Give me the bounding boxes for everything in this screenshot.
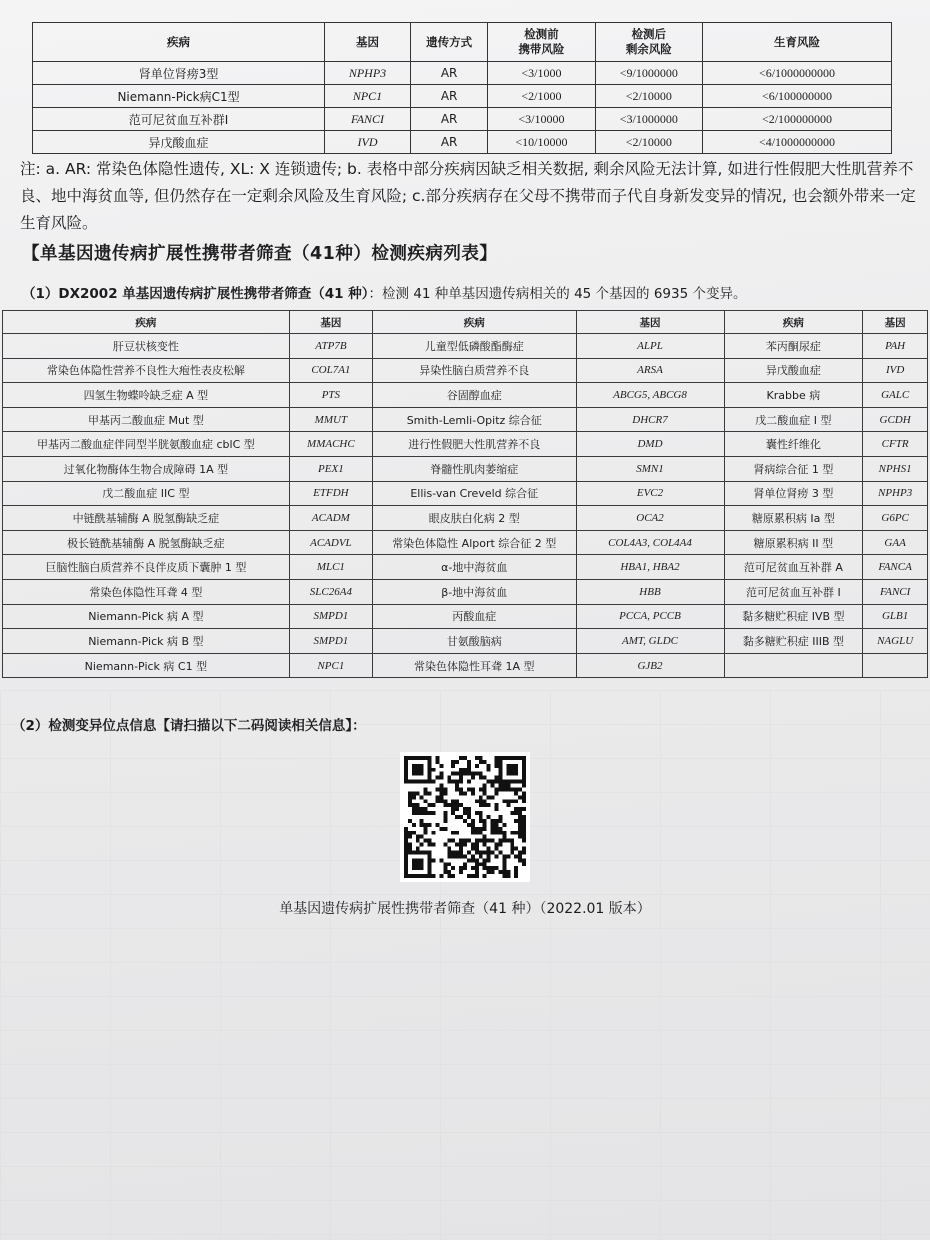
disease-cell-gene: NAGLU	[863, 629, 928, 654]
risk-cell-disease: Niemann-Pick病C1型	[33, 85, 325, 108]
disease-cell-disease: 戊二酸血症 IIC 型	[3, 481, 290, 506]
disease-cell-disease: 囊性纤维化	[724, 432, 863, 457]
disease-cell-gene: SMN1	[576, 456, 724, 481]
risk-cell-post-risk: <2/10000	[595, 85, 702, 108]
disease-cell-gene: SMPD1	[289, 629, 372, 654]
risk-cell-disease: 范可尼贫血互补群I	[33, 108, 325, 131]
disease-cell-disease: Krabbe 病	[724, 383, 863, 408]
disease-cell-gene	[863, 653, 928, 678]
disease-cell-disease: 黏多糖贮积症 IVB 型	[724, 604, 863, 629]
disease-cell-disease: 常染色体隐性耳聋 4 型	[3, 579, 290, 604]
disease-cell-disease: 糖原累积病 Ia 型	[724, 506, 863, 531]
disease-cell-gene: AMT, GLDC	[576, 629, 724, 654]
disease-cell-disease: 常染色体隐性 Alport 综合征 2 型	[373, 530, 577, 555]
disease-cell-gene: IVD	[863, 358, 928, 383]
risk-header-gene: 基因	[325, 23, 411, 62]
disease-table-row	[3, 456, 928, 481]
risk-cell-pre-risk: <3/1000	[488, 62, 595, 85]
disease-cell-disease: Ellis-van Creveld 综合征	[373, 481, 577, 506]
disease-cell-gene: EVC2	[576, 481, 724, 506]
risk-cell-gene: IVD	[325, 131, 411, 154]
risk-cell-gene: NPHP3	[325, 62, 411, 85]
disease-cell-disease: 四氢生物蝶呤缺乏症 A 型	[3, 383, 290, 408]
qr-code-icon	[400, 752, 530, 882]
disease-cell-disease: 眼皮肤白化病 2 型	[373, 506, 577, 531]
disease-cell-disease: α-地中海贫血	[373, 555, 577, 580]
disease-cell-gene: ABCG5, ABCG8	[576, 383, 724, 408]
disease-header-disease-2: 疾病	[373, 311, 577, 334]
sub-title-bold: （1）DX2002 单基因遗传病扩展性携带者筛查（41 种）	[22, 286, 369, 302]
disease-cell-disease: 苯丙酮尿症	[724, 334, 863, 359]
disease-cell-gene: ACADM	[289, 506, 372, 531]
disease-cell-disease: Niemann-Pick 病 A 型	[3, 604, 290, 629]
disease-cell-disease: 戊二酸血症 I 型	[724, 407, 863, 432]
disease-cell-gene: GLB1	[863, 604, 928, 629]
risk-cell-fertility-risk: <2/100000000	[703, 108, 892, 131]
disease-table-row	[3, 383, 928, 408]
disease-table-row	[3, 432, 928, 457]
disease-cell-disease: 甲基丙二酸血症 Mut 型	[3, 407, 290, 432]
disease-cell-disease	[724, 653, 863, 678]
variant-info-title: （2）检测变异位点信息【请扫描以下二码阅读相关信息】：	[12, 718, 366, 734]
disease-cell-disease: 脊髓性肌肉萎缩症	[373, 456, 577, 481]
disease-cell-gene: PEX1	[289, 456, 372, 481]
disease-header-disease-1: 疾病	[3, 311, 290, 334]
disease-cell-disease: 甘氨酸脑病	[373, 629, 577, 654]
risk-cell-fertility-risk: <4/1000000000	[703, 131, 892, 154]
disease-cell-gene: FANCA	[863, 555, 928, 580]
disease-cell-disease: 肝豆状核变性	[3, 334, 290, 359]
disease-table-row	[3, 555, 928, 580]
disease-cell-disease: 异染性脑白质营养不良	[373, 358, 577, 383]
version-caption: 单基因遗传病扩展性携带者筛查（41 种）（2022.01 版本）	[279, 901, 651, 917]
disease-cell-disease: Niemann-Pick 病 B 型	[3, 629, 290, 654]
risk-cell-inheritance: AR	[410, 62, 487, 85]
disease-cell-gene: SLC26A4	[289, 579, 372, 604]
disease-cell-disease: 进行性假肥大性肌营养不良	[373, 432, 577, 457]
disease-cell-disease: 甲基丙二酸血症伴同型半胱氨酸血症 cblC 型	[3, 432, 290, 457]
disease-cell-gene: CFTR	[863, 432, 928, 457]
disease-cell-gene: PCCA, PCCB	[576, 604, 724, 629]
disease-table-row	[3, 530, 928, 555]
disease-cell-disease: 丙酸血症	[373, 604, 577, 629]
risk-header-post-risk: 检测后 剩余风险	[595, 23, 702, 62]
disease-header-disease-3: 疾病	[724, 311, 863, 334]
disease-cell-gene: PTS	[289, 383, 372, 408]
disease-cell-disease: 中链酰基辅酶 A 脱氢酶缺乏症	[3, 506, 290, 531]
disease-table	[2, 310, 928, 678]
risk-header-fertility-risk: 生育风险	[703, 23, 892, 62]
disease-table-row	[3, 506, 928, 531]
risk-table-row	[33, 85, 892, 108]
disease-cell-disease: 常染色体隐性耳聋 1A 型	[373, 653, 577, 678]
risk-cell-post-risk: <3/1000000	[595, 108, 702, 131]
disease-cell-gene: GCDH	[863, 407, 928, 432]
disease-table-row	[3, 579, 928, 604]
disease-cell-disease: 范可尼贫血互补群 I	[724, 579, 863, 604]
risk-table-row	[33, 131, 892, 154]
disease-cell-disease: 过氧化物酶体生物合成障碍 1A 型	[3, 456, 290, 481]
disease-cell-gene: GAA	[863, 530, 928, 555]
disease-cell-gene: MMACHC	[289, 432, 372, 457]
qr-code[interactable]	[400, 752, 530, 882]
disease-cell-disease: 肾单位肾痨 3 型	[724, 481, 863, 506]
disease-cell-gene: MMUT	[289, 407, 372, 432]
disease-table-header	[3, 311, 928, 334]
disease-cell-gene: ALPL	[576, 334, 724, 359]
risk-cell-disease: 肾单位肾痨3型	[33, 62, 325, 85]
disease-table-body	[3, 334, 928, 678]
table-note: 注: a. AR: 常染色体隐性遗传, XL: X 连锁遗传; b. 表格中部分疾病因缺乏相关数据, 剩余风险无法计算, 如进行性假肥大性肌营养不良、地中海贫血等, 但仍然存在一定剩余风险及生育风险; c.部分疾病存在父母不携带而子代自身新发变异的情况, 也会额外带来一定生育风险。	[20, 160, 916, 232]
risk-table-body	[33, 62, 892, 154]
disease-cell-gene: HBB	[576, 579, 724, 604]
risk-table	[32, 22, 892, 154]
disease-header-gene-2: 基因	[576, 311, 724, 334]
disease-cell-gene: DHCR7	[576, 407, 724, 432]
disease-table-row	[3, 407, 928, 432]
risk-header-pre-risk: 检测前 携带风险	[488, 23, 595, 62]
risk-cell-fertility-risk: <6/100000000	[703, 85, 892, 108]
disease-table-row	[3, 653, 928, 678]
disease-cell-gene: NPHP3	[863, 481, 928, 506]
sub-title	[22, 282, 747, 302]
risk-cell-inheritance: AR	[410, 131, 487, 154]
disease-cell-disease: Niemann-Pick 病 C1 型	[3, 653, 290, 678]
disease-cell-gene: FANCI	[863, 579, 928, 604]
disease-cell-gene: GALC	[863, 383, 928, 408]
disease-cell-gene: SMPD1	[289, 604, 372, 629]
risk-cell-pre-risk: <3/10000	[488, 108, 595, 131]
risk-cell-fertility-risk: <6/1000000000	[703, 62, 892, 85]
disease-cell-gene: G6PC	[863, 506, 928, 531]
risk-cell-disease: 异戊酸血症	[33, 131, 325, 154]
risk-cell-gene: NPC1	[325, 85, 411, 108]
disease-header-gene-1: 基因	[289, 311, 372, 334]
disease-cell-disease: 儿童型低磷酸酯酶症	[373, 334, 577, 359]
disease-cell-gene: ACADVL	[289, 530, 372, 555]
section-title: 【单基因遗传病扩展性携带者筛查（41种）检测疾病列表】	[22, 244, 498, 264]
disease-cell-disease: 极长链酰基辅酶 A 脱氢酶缺乏症	[3, 530, 290, 555]
sub-title-plain: ：检测 41 种单基因遗传病相关的 45 个基因的 6935 个变异。	[368, 286, 747, 302]
disease-cell-gene: COL4A3, COL4A4	[576, 530, 724, 555]
risk-table-header	[33, 23, 892, 62]
risk-header-disease: 疾病	[33, 23, 325, 62]
disease-cell-gene: NPC1	[289, 653, 372, 678]
disease-cell-disease: 黏多糖贮积症 IIIB 型	[724, 629, 863, 654]
disease-cell-disease: 异戊酸血症	[724, 358, 863, 383]
disease-cell-disease: 糖原累积病 II 型	[724, 530, 863, 555]
disease-table-row	[3, 358, 928, 383]
disease-cell-disease: 常染色体隐性营养不良性大疱性表皮松解	[3, 358, 290, 383]
risk-cell-pre-risk: <10/10000	[488, 131, 595, 154]
risk-cell-gene: FANCI	[325, 108, 411, 131]
disease-cell-gene: HBA1, HBA2	[576, 555, 724, 580]
risk-cell-inheritance: AR	[410, 85, 487, 108]
risk-header-inheritance: 遗传方式	[410, 23, 487, 62]
risk-table-row	[33, 62, 892, 85]
disease-cell-gene: ETFDH	[289, 481, 372, 506]
disease-table-row	[3, 481, 928, 506]
disease-cell-gene: ARSA	[576, 358, 724, 383]
risk-cell-pre-risk: <2/1000	[488, 85, 595, 108]
disease-cell-disease: 范可尼贫血互补群 A	[724, 555, 863, 580]
disease-cell-disease: β-地中海贫血	[373, 579, 577, 604]
risk-cell-post-risk: <2/10000	[595, 131, 702, 154]
disease-cell-gene: PAH	[863, 334, 928, 359]
disease-cell-gene: DMD	[576, 432, 724, 457]
disease-cell-gene: GJB2	[576, 653, 724, 678]
risk-table-row	[33, 108, 892, 131]
disease-cell-disease: 谷固醇血症	[373, 383, 577, 408]
disease-cell-disease: 肾病综合征 1 型	[724, 456, 863, 481]
disease-cell-disease: 巨脑性脑白质营养不良伴皮质下囊肿 1 型	[3, 555, 290, 580]
disease-table-row	[3, 334, 928, 359]
disease-table-row	[3, 604, 928, 629]
disease-table-row	[3, 629, 928, 654]
disease-cell-gene: COL7A1	[289, 358, 372, 383]
disease-cell-gene: NPHS1	[863, 456, 928, 481]
risk-cell-inheritance: AR	[410, 108, 487, 131]
risk-cell-post-risk: <9/1000000	[595, 62, 702, 85]
disease-cell-gene: OCA2	[576, 506, 724, 531]
disease-cell-gene: ATP7B	[289, 334, 372, 359]
disease-header-gene-3: 基因	[863, 311, 928, 334]
disease-cell-gene: MLC1	[289, 555, 372, 580]
disease-cell-disease: Smith-Lemli-Opitz 综合征	[373, 407, 577, 432]
